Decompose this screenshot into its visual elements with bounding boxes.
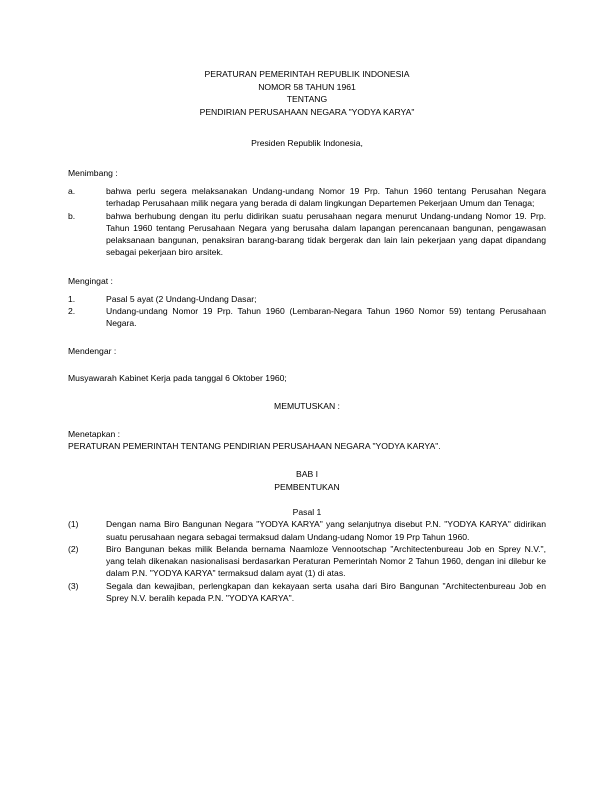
authority-line: Presiden Republik Indonesia, (251, 137, 363, 148)
considering-list (68, 185, 546, 258)
list-text: Biro Bangunan bekas milik Belanda bernama Naamloze Vennootschap "Architectenbureau Job en Sprey N.V.", yang telah dikenakan nasionalisasi berdasarkan Peraturan Pemerintah Nomor 2 Tahun 1960, dengan ini dilebur ke dalam P.N. "YODYA KARYA" termaksud dalam ayat (1) di atas. (106, 543, 546, 579)
list-marker: (2) (68, 543, 79, 554)
observing-label: Mengingat : (68, 275, 113, 286)
decides-heading: MEMUTUSKAN : (274, 400, 340, 411)
document-header (68, 68, 546, 119)
list-text: bahwa berhubung dengan itu perlu didirikan suatu perusahaan negara menurut Undang-undang Nomor 19. Prp. Tahun 1960 tentang Perusahaan Negara yang berusaha dalam lapangan perencanaan bangunan, pengawasan pelaksanaan bangunan, penaksiran barang-barang tidak bergerak dan lain lain pekerjaan yang dapat dipandang sebagai pekerjaan biro arsitek. (106, 210, 546, 258)
list-item (68, 185, 546, 209)
list-text: Undang-undang Nomor 19 Prp. Tahun 1960 (Lembaran-Negara Tahun 1960 Nomor 59) tentang Perusahaan Negara. (106, 305, 546, 329)
considering-label: Menimbang : (68, 168, 118, 179)
list-marker: a. (68, 186, 76, 197)
list-item (68, 518, 546, 542)
header-line-2: NOMOR 58 TAHUN 1961 (258, 81, 356, 92)
article-clauses (68, 518, 546, 603)
list-text: Pasal 5 ayat (2 Undang-Undang Dasar; (106, 293, 257, 304)
document-body (68, 68, 546, 604)
hearing-text: Musyawarah Kabinet Kerja pada tanggal 6 Oktober 1960; (68, 372, 287, 383)
header-line-1: PERATURAN PEMERINTAH REPUBLIK INDONESIA (204, 69, 410, 79)
list-item (68, 580, 546, 604)
list-item (68, 210, 546, 259)
list-item (68, 543, 546, 580)
establishing-text: PERATURAN PEMERINTAH TENTANG PENDIRIAN PERUSAHAAN NEGARA "YODYA KARYA". (68, 441, 441, 452)
article-title: Pasal 1 (292, 506, 322, 517)
list-item (68, 305, 546, 329)
list-marker: b. (68, 210, 76, 221)
list-item (68, 293, 546, 305)
list-marker: (1) (68, 519, 79, 530)
list-text: Dengan nama Biro Bangunan Negara "YODYA KARYA" yang selanjutnya disebut P.N. "YODYA KARYA" didirikan suatu perusahaan negara sebagai termaksud dalam Undang-udang Nomor 19 Prp Tahun 1960. (106, 519, 546, 542)
header-line-4: PENDIRIAN PERUSAHAAN NEGARA "YODYA KARYA" (199, 107, 415, 118)
establishing-label: Menetapkan : (68, 428, 121, 439)
list-text: bahwa perlu segera melaksanakan Undang-undang Nomor 19 Prp. Tahun 1960 tentang Perusahan Negara terhadap Perusahaan milik negara yang berada di dalam lingkungan Departemen Pekerjaan Umum dan Tenaga; (106, 186, 546, 209)
list-marker: (3) (68, 580, 79, 591)
list-text: Segala dan kewajiban, perlengkapan dan kekayaan serta usaha dari Biro Bangunan "Architectenbureau Job en Sprey N.V. beralih kepada P.N. "YODYA KARYA". (106, 580, 546, 603)
chapter-number: BAB I (296, 469, 318, 480)
list-marker: 2. (68, 305, 76, 316)
list-marker: 1. (68, 293, 76, 304)
header-line-3: TENTANG (286, 94, 328, 105)
hearing-label: Mendengar : (68, 346, 117, 357)
chapter-title: PEMBENTUKAN (274, 482, 340, 493)
observing-list (68, 293, 546, 330)
